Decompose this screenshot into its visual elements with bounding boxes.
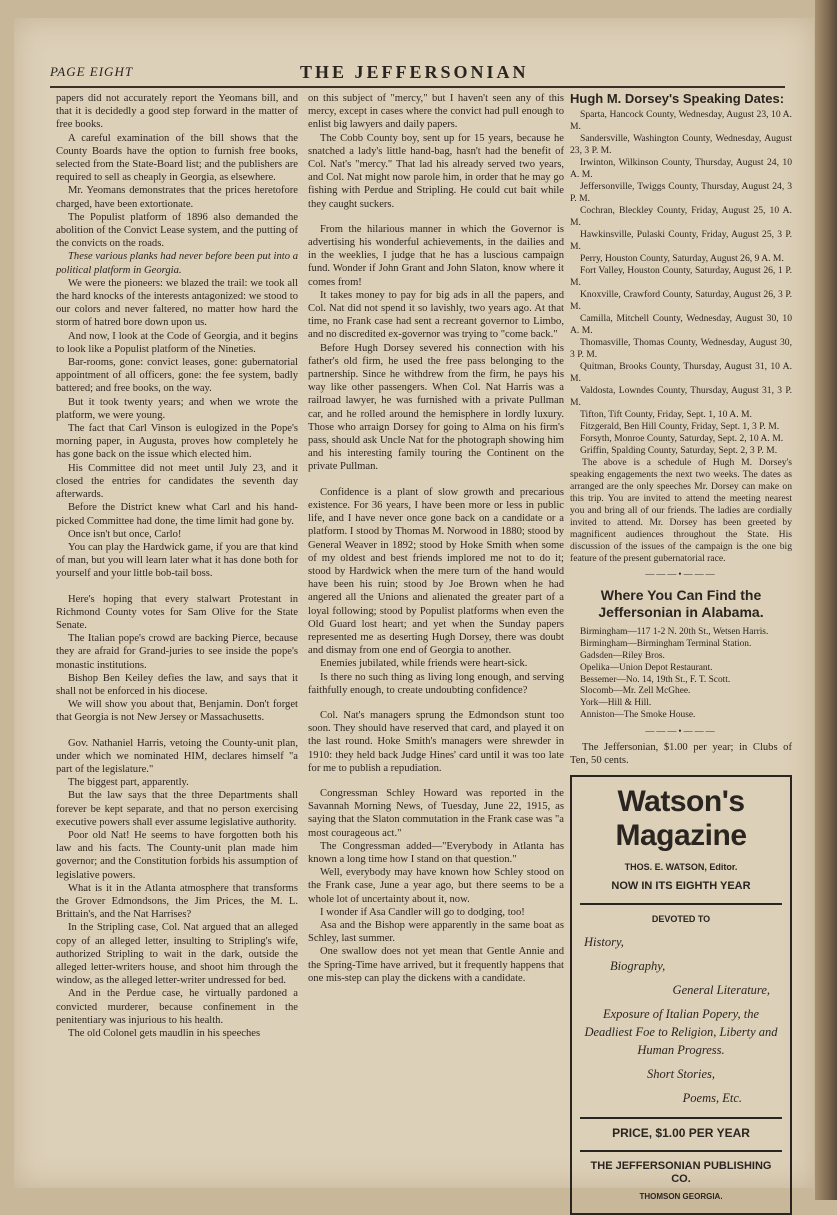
page-binding-edge (815, 0, 837, 1200)
paragraph: From the hilarious manner in which the Governor is advertising his wonderful achievements, in the dailies and in the weeklies, I judge that he has a luscious campaign fund. Wonder if John Grant and John Slaton, know where it comes from! (308, 223, 564, 288)
ad-devoted-label: DEVOTED TO (651, 914, 711, 925)
ad-editor: THOS. E. WATSON, Editor. (624, 861, 738, 872)
list-item: Knoxville, Crawford County, Saturday, August 26, 3 P. M. (570, 289, 792, 313)
ornament-divider: ———•——— (645, 569, 717, 580)
paragraph: Before Hugh Dorsey severed his connection with his father's old firm, he used the free pass belonging to the partnership. Since he withdrew from the firm, he pays his way like other passengers. When Col. Nat Harris was a railroad lawyer, he was furnished with a private Pullman car, and he rolled around the hemisphere in lordly luxury. Those who arraign Dorsey for going to Alma on his firm's pass, should ask Uncle Nat for the photograph showing him and his interesting family touring the Continent on the private Pullman. (308, 342, 564, 473)
paragraph: The Italian pope's crowd are backing Pierce, because they are afraid for Grand-juries to see inside the pope's monastic institutions. (56, 633, 298, 671)
list-item: Camilla, Mitchell County, Wednesday, August 30, 10 A. M. (570, 313, 792, 337)
page-header (50, 62, 785, 84)
paragraph: What is it in the Atlanta atmosphere that transforms the Grover Edmondsons, the Jim Prices, the M. L. Brittain's, and the Nat Harrises? (56, 882, 298, 921)
paragraph: The biggest part, apparently. (68, 777, 189, 789)
ad-year: NOW IN ITS EIGHTH YEAR (611, 880, 751, 893)
paragraph: Here's hoping that every stalwart Protestant in Richmond County votes for Sam Olive for the State Senate. (56, 593, 298, 631)
column-right (570, 92, 792, 1215)
speaking-dates-note: The above is a schedule of Hugh M. Dorsey's speaking engagements the next two weeks. The dates as arranged are the only speeches Mr. Dorsey can make on this trip. You are invited to attend the meeting nearest you and bring all of our friends. The ladies are cordially invited to attend. Mr. Dorsey has been greeted by magnificent audiences throughout the State. His discussion of the issues of the campaign is the one big feature of the present gubernatorial race. (570, 457, 792, 565)
list-item: Birmingham—Birmingham Terminal Station. (580, 639, 752, 650)
paragraph: It takes money to pay for big ads in all the papers, and Col. Nat did not spend it so lavishly, two years ago. At that time, no Frank case had sent a recreant governor to Limbo, and no discredited ex-governor was trying to "come back." (308, 289, 564, 341)
list-item: Slocomb—Mr. Zell McGhee. (580, 686, 691, 697)
watsons-magazine-ad (570, 775, 792, 1215)
list-item: Forsyth, Monroe County, Saturday, Sept. 2, 10 A. M. (580, 433, 784, 445)
ad-item: Exposure of Italian Popery, the Deadliest Foe to Religion, Liberty and Human Progress. (584, 1006, 778, 1057)
paragraph: papers did not accurately report the Yeomans bill, and that it is decidedly a good step forward in the matter of free books. (56, 93, 298, 131)
ad-item: Biography, (610, 958, 666, 973)
paragraph: The Cobb County boy, sent up for 15 years, because he snatched a lady's little hand-bag, hasn't had the benefit of Col. Nat's "mercy." That lad his already served two years, and Col. Nat might now parole him, in order that he may go fishing with Perdue and Stripling. He could cut bait while they caught suckers. (308, 132, 564, 210)
paragraph: Congressman Schley Howard was reported in the Savannah Morning News, of Tuesday, June 22, 1915, as saying that the Slaton commutation in the Frank case was "a most courageous act." (308, 787, 564, 839)
where-to-find-heading: Where You Can Find the Jeffersonian in Alabama. (598, 587, 764, 621)
list-item: York—Hill & Hill. (580, 698, 652, 709)
paragraph: But it took twenty years; and when we wrote the platform, we were young. (56, 396, 298, 421)
list-item: Birmingham—117 1-2 N. 20th St., Wetsen Harris. (580, 627, 769, 638)
list-item: Fort Valley, Houston County, Saturday, August 26, 1 P. M. (570, 265, 792, 289)
paragraph: Is there no such thing as living long enough, and serving faithfully enough, to create undoubting confidence? (308, 671, 564, 696)
ad-rule (580, 903, 782, 905)
list-item: Jeffersonville, Twiggs County, Thursday, August 24, 3 P. M. (570, 181, 792, 205)
ad-item: History, (584, 934, 624, 949)
paragraph: A careful examination of the bill shows that the County Boards have the option to furnish free books, selected from the State-Board list; and the publishers are required to sell as cheaply in Georgia, as elsewhere. (56, 132, 298, 184)
paragraph: Bishop Ben Keiley defies the law, and says that it shall not be enforced in his diocese. (56, 672, 298, 697)
paragraph: I wonder if Asa Candler will go to dodging, too! (320, 906, 525, 918)
list-item: Fitzgerald, Ben Hill County, Friday, Sept. 1, 3 P. M. (580, 421, 780, 433)
ornament-divider: ———•——— (645, 725, 717, 736)
speaking-dates-heading: Hugh M. Dorsey's Speaking Dates: (570, 91, 785, 106)
paragraph: Gov. Nathaniel Harris, vetoing the County-unit plan, under which we nominated HIM, declares himself "a part of the legislature." (56, 737, 298, 775)
list-item: Quitman, Brooks County, Thursday, August 31, 10 A. M. (570, 361, 792, 385)
header-rule (50, 86, 785, 88)
paragraph: Once isn't but once, Carlo! (68, 528, 182, 540)
list-item: Gadsden—Riley Bros. (580, 651, 665, 661)
paragraph: The Populist platform of 1896 also demanded the abolition of the Convict Lease system, and the putting of the convicts on the roads. (56, 211, 298, 250)
list-item: Thomasville, Thomas County, Wednesday, August 30, 3 P. M. (570, 337, 792, 361)
ad-publisher: THE JEFFERSONIAN PUBLISHING CO. (590, 1159, 772, 1185)
list-item: Tifton, Tift County, Friday, Sept. 1, 10 A. M. (580, 409, 752, 421)
paragraph: The fact that Carl Vinson is eulogized in the Pope's morning paper, in Augusta, proves how completely he has gone back on the issue which elected him. (56, 423, 298, 461)
paragraph: Col. Nat's managers sprung the Edmondson stunt too soon. They should have reserved that card, and played it on the last round. Hoke Smith's managers were shrewder in 1910: they held back Judge Hines' card until it was too late for me to publish a repudiation. (308, 709, 564, 774)
paragraph: Bar-rooms, gone: convict leases, gone: gubernatorial appointment of all officers, gone: the fee system, badly battered; and free books, on the way. (56, 357, 298, 395)
paragraph: The Congressman added—"Everybody in Atlanta has known a long time how I stand on that question." (308, 840, 564, 865)
paragraph: You can play the Hardwick game, if you are that kind of man, but you will learn later what it has done both for yourself and your little bob-tail boss. (56, 541, 298, 580)
paragraph: Enemies jubilated, while friends were heart-sick. (320, 658, 528, 670)
ad-title: Watson's Magazine (615, 784, 747, 852)
paragraph: We will show you about that, Benjamin. Don't forget that Georgia is not New Jersey or Massachusetts. (56, 699, 298, 724)
paragraph: on this subject of "mercy," but I haven't seen any of this mercy, except in cases where the convict had pull enough to enlist big lawyers and daily papers. (308, 93, 564, 131)
list-item: Hawkinsville, Pulaski County, Friday, August 25, 3 P. M. (570, 229, 792, 253)
list-item: Griffin, Spalding County, Saturday, Sept. 2, 3 P. M. (580, 445, 778, 457)
alabama-locations-list (570, 627, 792, 721)
ad-rule (580, 1117, 782, 1119)
paragraph: And in the Perdue case, he virtually pardoned a convicted murderer, because confinement in the penitentiary was injurious to his health. (56, 988, 298, 1026)
paragraph: Well, everybody may have known how Schley stood on the Frank case, June a year ago, but there seems to be a whole lot of uncertainty about it, now. (308, 867, 564, 905)
paragraph: And now, I look at the Code of Georgia, and it begins to look like a Populist platform of the Nineties. (56, 330, 298, 355)
paragraph: One swallow does not yet mean that Gentle Annie and the Spring-Time have arrived, but it frequently happens that one mis-step can play the dickens with a candidate. (308, 946, 564, 984)
paragraph: His Committee did not meet until July 23, and it closed the entries for candidates the seventh day afterwards. (56, 462, 298, 501)
list-item: Opelika—Union Depot Restaurant. (580, 662, 713, 673)
paragraph: Poor old Nat! He seems to have forgotten both his law and his facts. The County-unit plan made him governor; and the Constitution forbids his assumption of legislative powers. (56, 829, 298, 881)
list-item: Valdosta, Lowndes County, Thursday, August 31, 3 P. M. (570, 385, 792, 409)
ad-item: Poems, Etc. (682, 1090, 742, 1105)
paragraph: In the Stripling case, Col. Nat argued that an alleged copy of an alleged letter, insulting to Stripling's wife, authorized Stripling to wait in the dark, outside the alleged letter-writers house, and shoot him through the window, as the alleged letter-writer undressed for bed. (56, 922, 298, 987)
paragraph: Before the District knew what Carl and his hand-picked Committee had done, the time limit had gone by. (56, 502, 298, 527)
list-item: Sparta, Hancock County, Wednesday, August 23, 10 A. M. (570, 109, 792, 133)
list-item: Perry, Houston County, Saturday, August 26, 9 A. M. (580, 253, 784, 265)
page-number-label: PAGE EIGHT (50, 64, 134, 79)
paragraph: But the law says that the three Departments shall forever be kept separate, and that no person exercising executive powers shall ever assume legislative authority. (56, 790, 298, 828)
column-middle (308, 92, 564, 985)
list-item: Bessemer—No. 14, 19th St., F. T. Scott. (580, 674, 731, 685)
ad-price: PRICE, $1.00 PER YEAR (612, 1125, 750, 1140)
paragraph: The old Colonel gets maudlin in his speeches (68, 1028, 261, 1040)
ad-item: Short Stories, (646, 1066, 716, 1081)
paragraph: These various planks had never before been put into a political platform in Georgia. (56, 251, 298, 276)
paragraph: We were the pioneers: we blazed the trail: we took all the hard knocks of the interests antagonized: we stood to our colors and never faltered, no matter how hard the storm of hatred bore down upon us. (56, 277, 298, 329)
list-item: Sandersville, Washington County, Wednesday, August 23, 3 P. M. (570, 133, 792, 157)
ad-rule (580, 1150, 782, 1152)
speaking-dates-list (570, 109, 792, 457)
ad-location: THOMSON GEORGIA. (639, 1192, 723, 1202)
paragraph: Mr. Yeomans demonstrates that the prices heretofore charged, have been extortionate. (56, 185, 298, 210)
masthead-title: THE JEFFERSONIAN (300, 62, 529, 82)
list-item: Irwinton, Wilkinson County, Thursday, August 24, 10 A. M. (570, 157, 792, 181)
column-left (56, 92, 298, 1040)
list-item: Anniston—The Smoke House. (580, 709, 696, 720)
paragraph: Confidence is a plant of slow growth and precarious existence. For 36 years, I have been more or less in public life, and I have never once gone back on a candidate or a platform. I stood by Thomas M. Norwood in 1880; stood by General Weaver in 1892; stood by Hoke Smith when some of my oldest and best friends implored me not to do it; stood by Hardwick when the mere turn of the hand would have been his ruin; stood by Joe Brown when he had angered all the Unions and alienated the greater part of a loyal following; stood by Populist platforms when even the Old Guard lost heart; and yet when the Sunday papers represented me as deserting Hugh Dorsey, there was doubt and dismay from one end of Georgia to another. (308, 486, 564, 657)
paragraph: Asa and the Bishop were apparently in the same boat as Schley, last summer. (308, 919, 564, 945)
subscription-notice: The Jeffersonian, $1.00 per year; in Clubs of Ten, 50 cents. (570, 741, 792, 766)
ad-item: General Literature, (672, 982, 770, 997)
list-item: Cochran, Bleckley County, Friday, August 25, 10 A. M. (570, 205, 792, 229)
